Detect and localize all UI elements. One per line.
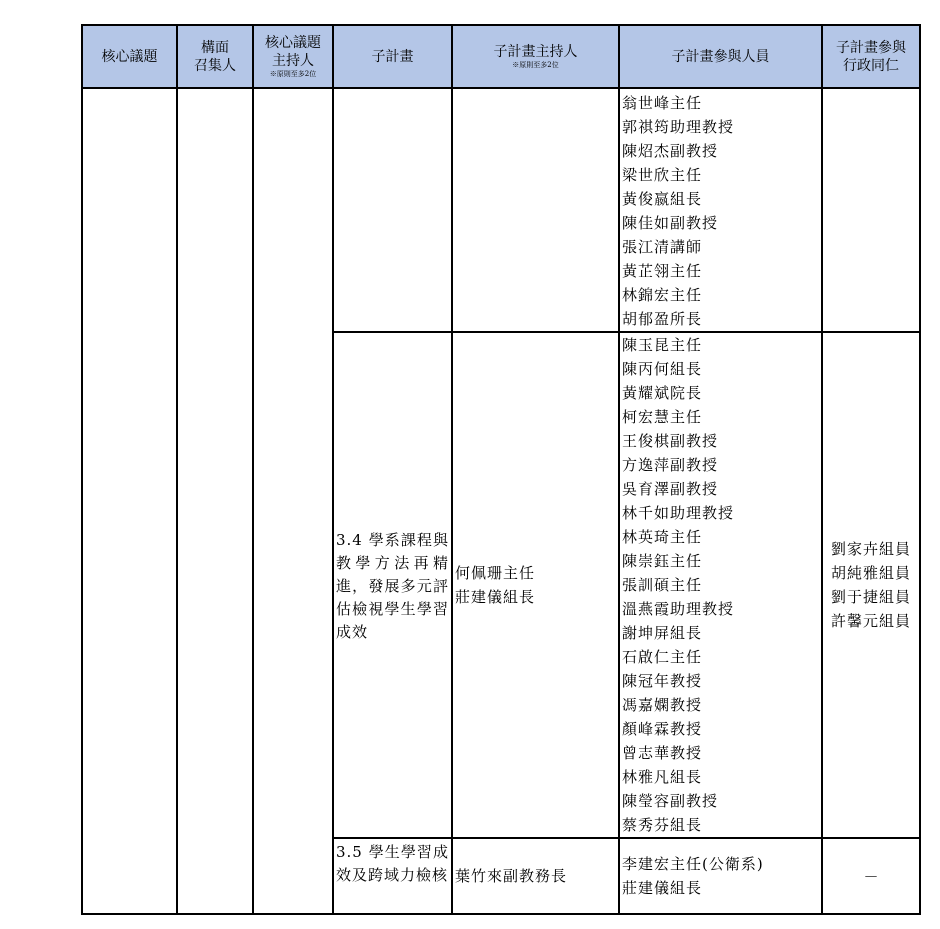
member-name: 吳育澤副教授 xyxy=(622,480,719,498)
member-name: 陳炤杰副教授 xyxy=(622,142,719,160)
host-name: 葉竹來副教務長 xyxy=(455,867,568,885)
member-name: 黃俊嬴組長 xyxy=(622,190,703,208)
header-core-host: 核心議題 主持人 ※原則至多2位 xyxy=(253,25,333,88)
member-name: 顏峰霖教授 xyxy=(622,720,703,738)
header-subproject: 子計畫 xyxy=(333,25,452,88)
subproject-host-cell xyxy=(452,838,619,914)
header-convener: 構面 召集人 xyxy=(177,25,253,88)
subproject-cell: 3.5 學生學習成效及跨域力檢核 xyxy=(333,838,452,914)
plan-table xyxy=(81,24,921,915)
host-name: 何佩珊主任 xyxy=(455,564,536,582)
core-host-cell xyxy=(253,88,333,914)
admin-name: 許馨元組員 xyxy=(830,612,911,630)
admin-staff-cell xyxy=(822,88,920,332)
members-cell xyxy=(619,332,822,838)
member-name: 林錦宏主任 xyxy=(622,286,703,304)
member-name: 陳佳如副教授 xyxy=(622,214,719,232)
member-name: 謝坤屏組長 xyxy=(622,624,703,642)
subproject-cell xyxy=(333,88,452,332)
member-name: 陳丙何組長 xyxy=(622,360,703,378)
member-name: 李建宏主任(公衛系) xyxy=(622,855,764,873)
member-name: 陳瑩容副教授 xyxy=(622,792,719,810)
member-name: 方逸萍副教授 xyxy=(622,456,719,474)
member-name: 翁世峰主任 xyxy=(622,94,703,112)
member-name: 陳冠年教授 xyxy=(622,672,703,690)
member-name: 陳玉昆主任 xyxy=(622,336,703,354)
table-row xyxy=(82,88,920,332)
members-cell xyxy=(619,88,822,332)
member-name: 莊建儀組長 xyxy=(622,879,703,897)
header-core-issue: 核心議題 xyxy=(82,25,177,88)
member-name: 林雅凡組長 xyxy=(622,768,703,786)
admin-name: 劉家卉組員 xyxy=(830,540,911,558)
member-name: 蔡秀芬組長 xyxy=(622,816,703,834)
core-issue-cell xyxy=(82,88,177,914)
member-name: 溫燕霞助理教授 xyxy=(622,600,735,618)
member-name: 王俊棋副教授 xyxy=(622,432,719,450)
subproject-cell: 3.4 學系課程與教學方法再精進，發展多元評估檢視學生學習成效 xyxy=(333,332,452,838)
member-name: 柯宏慧主任 xyxy=(622,408,703,426)
member-name: 陳崇鈺主任 xyxy=(622,552,703,570)
host-name: 莊建儀組長 xyxy=(455,588,536,606)
subproject-host-cell xyxy=(452,88,619,332)
member-name: 梁世欣主任 xyxy=(622,166,703,184)
member-name: 林千如助理教授 xyxy=(622,504,735,522)
member-name: 胡郁盈所長 xyxy=(622,310,703,328)
header-admin-staff: 子計畫參與 行政同仁 xyxy=(822,25,920,88)
members-cell xyxy=(619,838,822,914)
admin-name: 劉于捷組員 xyxy=(830,588,911,606)
header-subproject-host: 子計畫主持人 ※原則至多2位 xyxy=(452,25,619,88)
empty-dash: － xyxy=(863,867,879,886)
member-name: 張江清講師 xyxy=(622,238,703,256)
convener-cell xyxy=(177,88,253,914)
member-name: 石啟仁主任 xyxy=(622,648,703,666)
member-name: 張訓碩主任 xyxy=(622,576,703,594)
member-name: 黃耀斌院長 xyxy=(622,384,703,402)
header-members: 子計畫參與人員 xyxy=(619,25,822,88)
admin-staff-cell xyxy=(822,838,920,914)
member-name: 林英琦主任 xyxy=(622,528,703,546)
admin-name: 胡純雅組員 xyxy=(830,564,911,582)
member-name: 黃芷翎主任 xyxy=(622,262,703,280)
member-name: 馮嘉嫻教授 xyxy=(622,696,703,714)
header-row xyxy=(82,25,920,88)
subproject-host-cell xyxy=(452,332,619,838)
member-name: 郭祺筠助理教授 xyxy=(622,118,735,136)
admin-staff-cell xyxy=(822,332,920,838)
member-name: 曾志華教授 xyxy=(622,744,703,762)
